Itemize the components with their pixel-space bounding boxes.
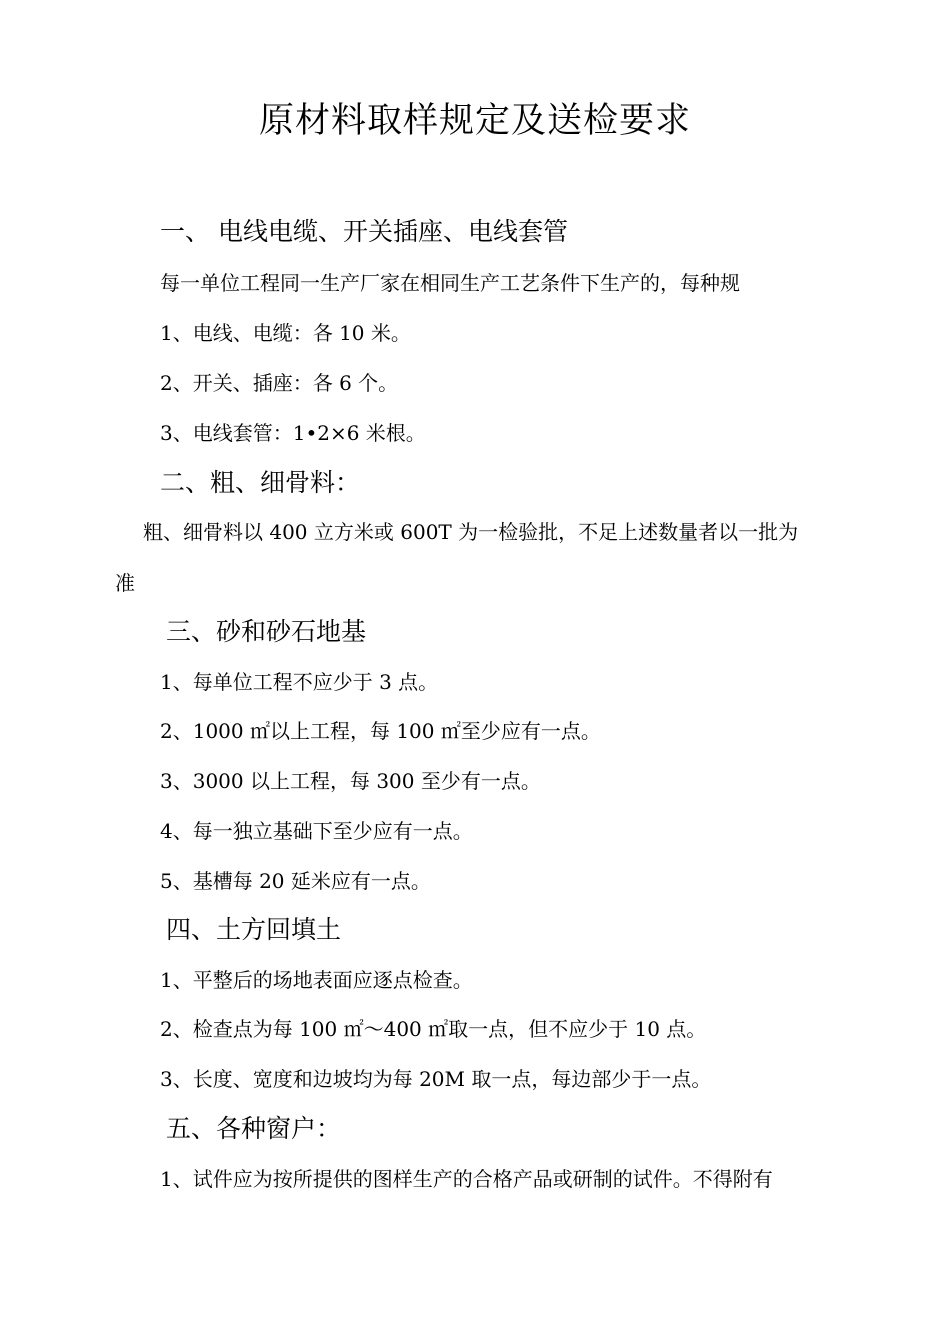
list-item: 1、每单位工程不应少于 3 点。: [160, 670, 439, 694]
list-item: 2、1000 ㎡以上工程，每 100 ㎡至少应有一点。: [160, 719, 601, 743]
list-item: 5、基槽每 20 延米应有一点。: [160, 869, 431, 893]
list-item: 2、开关、插座：各 6 个。: [160, 371, 399, 395]
list-item: 3、长度、宽度和边坡均为每 20M 取一点，每边部少于一点。: [160, 1067, 712, 1091]
paragraph: 每一单位工程同一生产厂家在相同生产工艺条件下生产的，每种规: [160, 271, 740, 295]
section-heading: 一、 电线电缆、开关插座、电线套管: [160, 217, 568, 246]
section-heading: 五、各种窗户：: [166, 1114, 342, 1143]
section-heading: 四、土方回填土: [166, 915, 342, 944]
list-item: 1、试件应为按所提供的图样生产的合格产品或研制的试件。不得附有: [160, 1167, 773, 1191]
section-heading: 二、粗、细骨料：: [160, 468, 361, 497]
list-item: 1、平整后的场地表面应逐点检查。: [160, 968, 473, 992]
list-item: 3、3000 以上工程，每 300 至少有一点。: [160, 769, 541, 793]
page-title: 原材料取样规定及送检要求: [258, 101, 691, 141]
list-item: 4、每一独立基础下至少应有一点。: [160, 819, 473, 843]
section-heading: 三、砂和砂石地基: [166, 617, 367, 646]
list-item: 2、检查点为每 100 ㎡～400 ㎡取一点，但不应少于 10 点。: [160, 1017, 707, 1041]
paragraph: 粗、细骨料以 400 立方米或 600T 为一检验批，不足上述数量者以一批为: [143, 520, 799, 544]
list-item: 1、电线、电缆：各 10 米。: [160, 321, 411, 345]
paragraph: 准: [115, 571, 135, 595]
list-item: 3、电线套管：1•2×6 米根。: [160, 421, 426, 445]
